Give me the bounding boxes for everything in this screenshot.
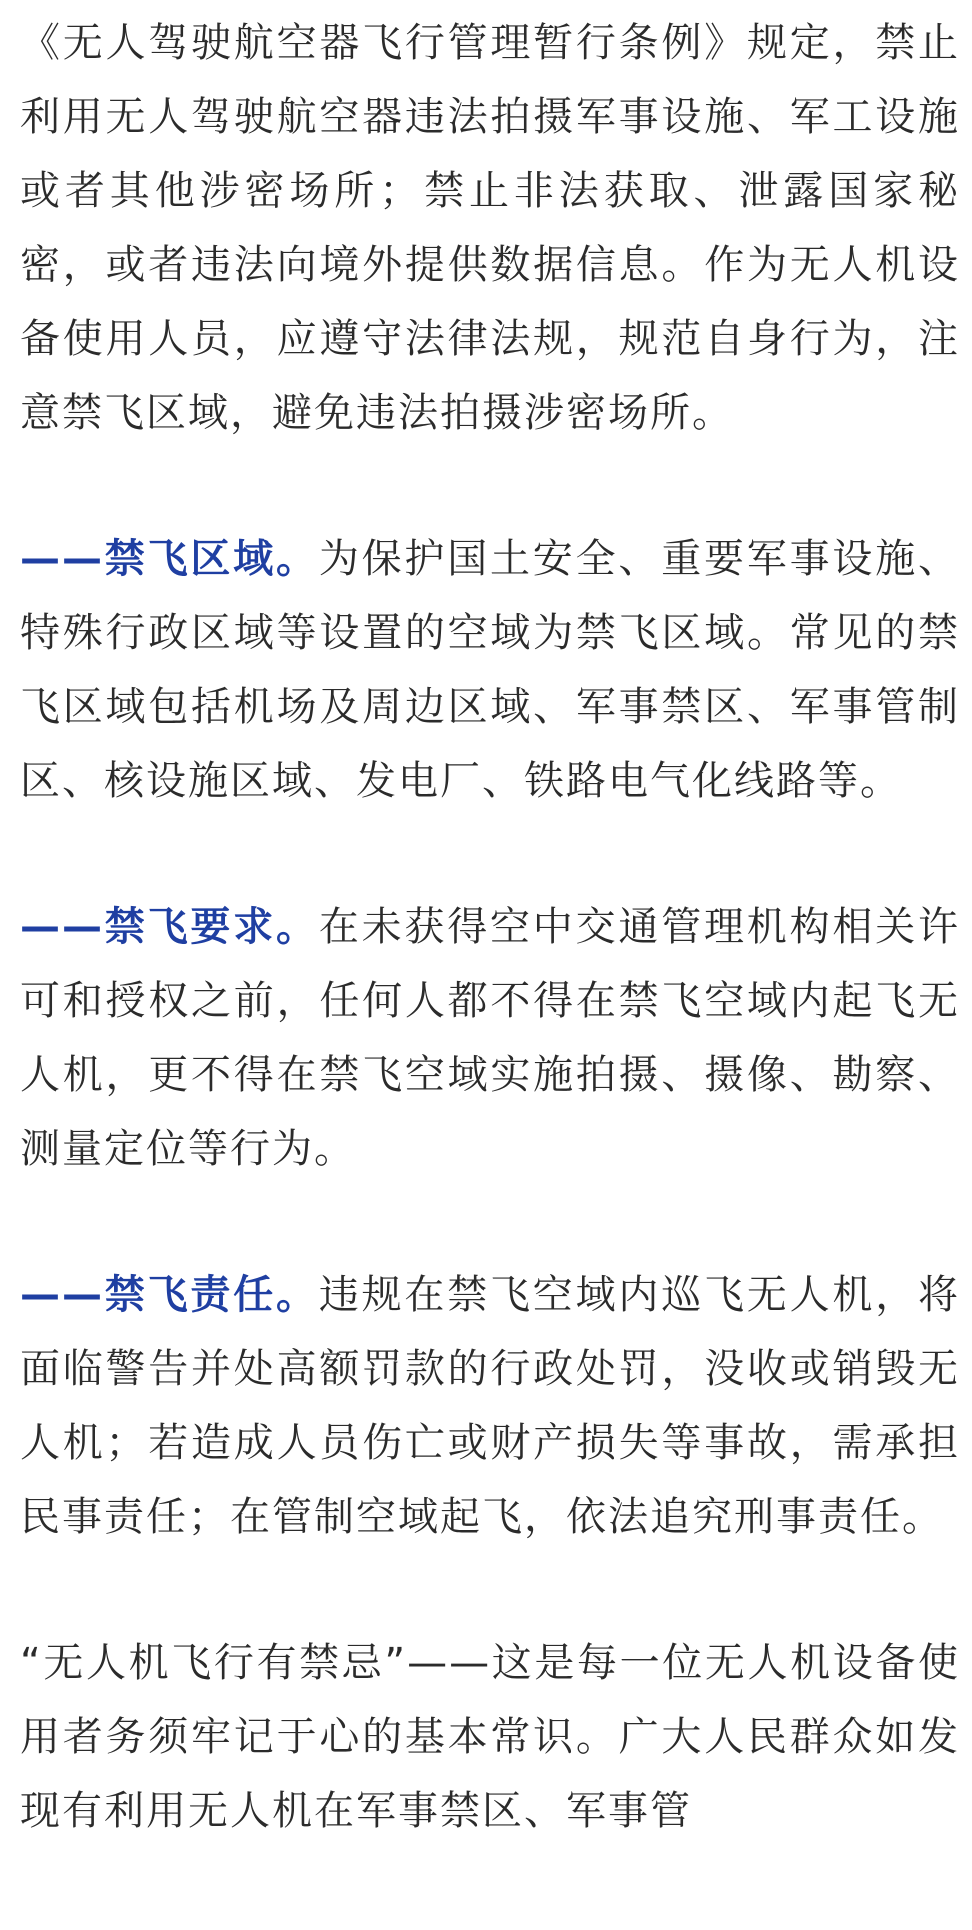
section-no-fly-requirements: [20, 890, 960, 1186]
closing-paragraph: “无人机飞行有禁忌”——这是每一位无人机设备使用者务须牢记于心的基本常识。广大人民群众如发现有利用无人机在军事禁区、军事管: [20, 1640, 960, 1834]
article-body: [20, 6, 960, 1848]
section-no-fly-zone: [20, 522, 960, 818]
section-heading: ——禁飞责任。: [20, 1272, 319, 1318]
section-body: 在未获得空中交通管理机构相关许可和授权之前，任何人都不得在禁飞空域内起飞无人机，更不得在禁飞空域实施拍摄、摄像、勘察、测量定位等行为。: [20, 904, 961, 1172]
section-heading: ——禁飞要求。: [20, 904, 319, 950]
section-heading: ——禁飞区域。: [20, 536, 319, 582]
paragraph-spacer: [20, 818, 960, 890]
intro-paragraph: 《无人驾驶航空器飞行管理暂行条例》规定，禁止利用无人驾驶航空器违法拍摄军事设施、军工设施或者其他涉密场所；禁止非法获取、泄露国家秘密，或者违法向境外提供数据信息。作为无人机设备使用人员，应遵守法律法规，规范自身行为，注意禁飞区域，避免违法拍摄涉密场所。: [20, 20, 960, 436]
paragraph-spacer: [20, 1186, 960, 1258]
section-body: 为保护国土安全、重要军事设施、特殊行政区域等设置的空域为禁飞区域。常见的禁飞区域包括机场及周边区域、军事禁区、军事管制区、核设施区域、发电厂、铁路电气化线路等。: [20, 536, 961, 804]
paragraph-spacer: [20, 450, 960, 522]
section-body: 违规在禁飞空域内巡飞无人机，将面临警告并处高额罚款的行政处罚，没收或销毁无人机；若造成人员伤亡或财产损失等事故，需承担民事责任；在管制空域起飞，依法追究刑事责任。: [20, 1272, 961, 1540]
section-no-fly-liability: [20, 1258, 960, 1554]
paragraph-spacer: [20, 1554, 960, 1626]
